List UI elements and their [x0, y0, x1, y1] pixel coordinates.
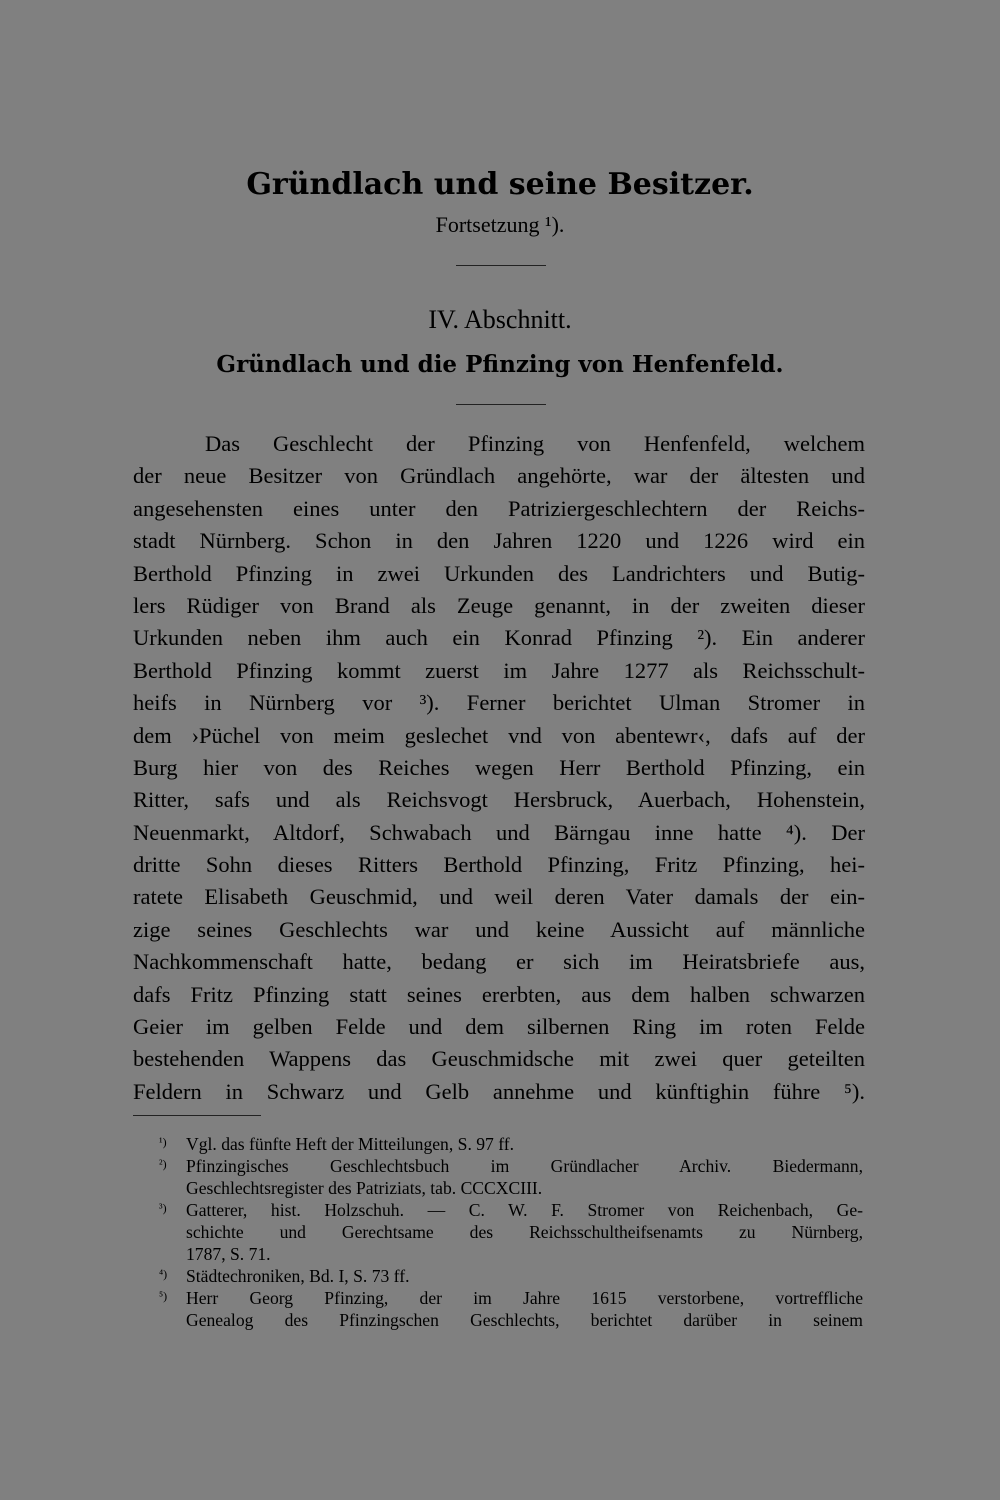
- footnote-4: [133, 1265, 863, 1287]
- footnote-line: Städtechroniken, Bd. I, S. 73 ff.: [186, 1266, 410, 1286]
- body-line: stadt Nürnberg. Schon in den Jahren 1220 und 1226 wird ein: [133, 528, 865, 554]
- body-line: angesehensten eines unter den Patriziergeschlechtern der Reichs-: [133, 495, 865, 521]
- footnote-marker: ¹): [159, 1135, 167, 1149]
- footnote-line: Herr Georg Pfinzing, der im Jahre 1615 verstorbene, vortreffliche: [186, 1288, 863, 1308]
- title-divider: [456, 265, 546, 266]
- body-line: dafs Fritz Pfinzing statt seines ererbten, aus dem halben schwarzen: [133, 981, 865, 1007]
- footnote-marker: ²): [159, 1157, 167, 1171]
- article-subtitle: Fortsetzung ¹).: [435, 212, 565, 237]
- article-title: Gründlach und seine Besitzer.: [246, 167, 754, 202]
- body-line: Berthold Pfinzing in zwei Urkunden des Landrichters und Butig-: [133, 560, 865, 586]
- footnote-line: schichte und Gerechtsame des Reichsschultheifsenamts zu Nürnberg,: [186, 1222, 863, 1242]
- body-line: Urkunden neben ihm auch ein Konrad Pfinzing ²). Ein anderer: [133, 625, 865, 651]
- body-line: Burg hier von des Reiches wegen Herr Berthold Pfinzing, ein: [133, 754, 865, 780]
- body-line: Neuenmarkt, Altdorf, Schwabach und Bärngau inne hatte ⁴). Der: [133, 819, 865, 845]
- footnote-divider: [133, 1115, 261, 1116]
- body-line: dem ›Püchel von meim geslechet vnd von abentewr‹, dafs auf der: [133, 722, 865, 748]
- body-line: Geier im gelben Felde und dem silbernen Ring im roten Felde: [133, 1014, 865, 1040]
- footnote-1: [133, 1133, 863, 1155]
- body-line: Berthold Pfinzing kommt zuerst im Jahre 1277 als Reichsschult-: [133, 657, 865, 683]
- body-line: heifs in Nürnberg vor ³). Ferner berichtet Ulman Stromer in: [133, 690, 865, 716]
- footnote-marker: ³): [159, 1201, 167, 1215]
- section-divider: [456, 404, 546, 405]
- footnote-5: [133, 1287, 863, 1331]
- body-line: Das Geschlecht der Pfinzing von Henfenfeld, welchem: [205, 431, 865, 456]
- body-line: Feldern in Schwarz und Gelb annehme und künftighin führe ⁵).: [133, 1078, 865, 1104]
- footnote-line: Vgl. das fünfte Heft der Mitteilungen, S. 97 ff.: [186, 1134, 515, 1154]
- footnote-3: [133, 1199, 863, 1265]
- body-line: Nachkommenschaft hatte, bedang er sich im Heiratsbriefe aus,: [133, 949, 865, 975]
- footnote-line: 1787, S. 71.: [186, 1244, 271, 1264]
- section-title: Gründlach und die Pfinzing von Henfenfeld.: [216, 351, 784, 378]
- footnote-line: Geschlechtsregister des Patriziats, tab. CCCXCIII.: [186, 1178, 543, 1198]
- body-line: zige seines Geschlechts war und keine Aussicht auf männliche: [133, 916, 865, 942]
- footnote-line: Pfinzingisches Geschlechtsbuch im Gründlacher Archiv. Biedermann,: [186, 1156, 863, 1176]
- footnote-marker: ⁵): [159, 1289, 168, 1303]
- footnote-line: Gatterer, hist. Holzschuh. — C. W. F. Stromer von Reichenbach, Ge-: [186, 1200, 863, 1220]
- body-line: der neue Besitzer von Gründlach angehörte, war der ältesten und: [133, 463, 865, 489]
- footnotes: [133, 1133, 863, 1331]
- body-paragraph: [133, 428, 865, 1108]
- footnote-marker: ⁴): [159, 1267, 168, 1281]
- body-line: ratete Elisabeth Geuschmid, und weil deren Vater damals der ein-: [133, 884, 865, 910]
- body-line: lers Rüdiger von Brand als Zeuge genannt, in der zweiten dieser: [133, 592, 865, 618]
- section-number: IV. Abschnitt.: [428, 305, 572, 334]
- footnote-line: Genealog des Pfinzingschen Geschlechts, berichtet darüber in seinem: [186, 1310, 863, 1330]
- body-line: Ritter, safs und als Reichsvogt Hersbruck, Auerbach, Hohenstein,: [133, 787, 865, 813]
- footnote-2: [133, 1155, 863, 1199]
- body-line: dritte Sohn dieses Ritters Berthold Pfinzing, Fritz Pfinzing, hei-: [133, 852, 865, 878]
- body-line: bestehenden Wappens das Geuschmidsche mit zwei quer geteilten: [133, 1046, 865, 1072]
